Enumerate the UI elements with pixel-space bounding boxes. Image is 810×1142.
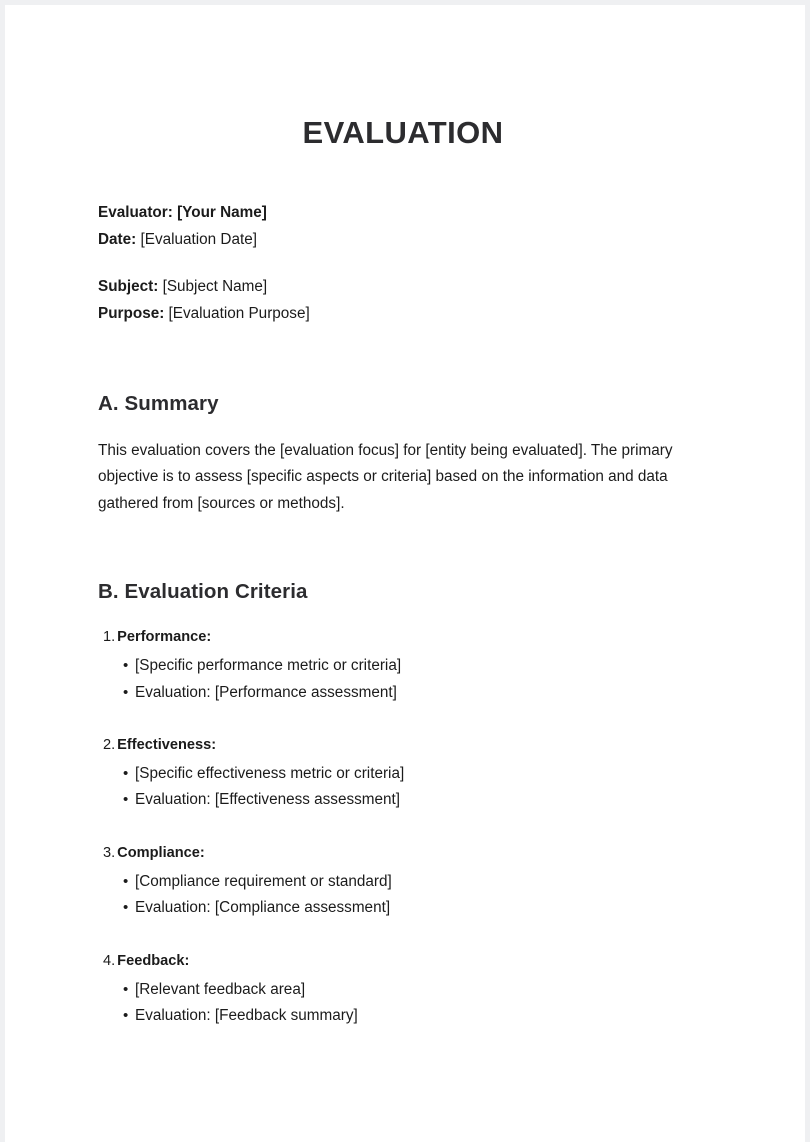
meta-value-purpose: [Evaluation Purpose] <box>168 304 310 322</box>
criterion-name: Feedback: <box>117 952 190 969</box>
criterion-item <box>98 733 713 814</box>
list-item <box>98 895 713 921</box>
criterion-item <box>98 625 713 706</box>
meta-label-subject: Subject: <box>98 278 159 295</box>
list-item <box>98 787 713 813</box>
meta-label-date: Date: <box>98 230 137 248</box>
meta-group-evaluator-date <box>93 200 713 253</box>
criterion-bullets <box>98 761 713 814</box>
meta-line-subject <box>98 274 713 301</box>
meta-group-subject-purpose <box>93 274 713 327</box>
list-item-text: Evaluation: [Compliance assessment] <box>135 899 391 917</box>
meta-line-date <box>98 227 713 254</box>
criterion-number: 3. <box>103 844 116 861</box>
criterion-title <box>98 625 713 649</box>
list-item <box>98 869 713 895</box>
list-item-text: Evaluation: [Effectiveness assessment] <box>135 791 400 809</box>
bullet-icon: • <box>123 657 129 675</box>
bullet-icon: • <box>123 683 129 701</box>
list-item-text: [Specific effectiveness metric or criteria] <box>135 765 405 783</box>
page-title: EVALUATION <box>302 115 504 150</box>
criterion-number: 2. <box>103 737 116 754</box>
document-content <box>93 5 713 1029</box>
meta-value-evaluator: [Your Name] <box>177 204 267 221</box>
meta-line-purpose <box>98 301 713 328</box>
criterion-name: Performance: <box>117 629 212 646</box>
criterion-name: Effectiveness: <box>117 737 217 754</box>
bullet-icon: • <box>123 980 129 998</box>
list-item-text: Evaluation: [Performance assessment] <box>135 683 397 701</box>
list-item-text: Evaluation: [Feedback summary] <box>135 1007 358 1025</box>
list-item-text: [Specific performance metric or criteria] <box>135 657 402 675</box>
list-item <box>98 977 713 1003</box>
criterion-title <box>98 949 713 973</box>
list-item-text: [Relevant feedback area] <box>135 980 306 998</box>
criterion-number: 1. <box>103 629 116 646</box>
meta-value-subject: [Subject Name] <box>162 278 268 295</box>
summary-paragraph: This evaluation covers the [evaluation focus] for [entity being evaluated]. The primary objective is to assess [specific aspects or criteria] based on the information and data gathered from [sources or methods]. <box>98 442 673 512</box>
section-evaluation-criteria <box>93 579 713 1029</box>
bullet-icon: • <box>123 1007 129 1025</box>
criterion-bullets <box>98 653 713 706</box>
criterion-title <box>98 733 713 757</box>
list-item <box>98 680 713 706</box>
criterion-bullets <box>98 869 713 922</box>
section-heading-summary: A. Summary <box>98 392 219 415</box>
meta-label-purpose: Purpose: <box>98 304 165 322</box>
bullet-icon: • <box>123 791 129 809</box>
meta-value-date: [Evaluation Date] <box>140 230 257 248</box>
section-summary <box>93 391 713 517</box>
list-item <box>98 653 713 679</box>
list-item-text: [Compliance requirement or standard] <box>135 872 392 890</box>
meta-label-evaluator: Evaluator: <box>98 204 173 221</box>
criterion-item <box>98 841 713 922</box>
criteria-list <box>98 625 713 1029</box>
criterion-item <box>98 949 713 1030</box>
criterion-name: Compliance: <box>117 844 205 861</box>
bullet-icon: • <box>123 765 129 783</box>
criterion-title <box>98 841 713 865</box>
document-page <box>5 5 805 1142</box>
bullet-icon: • <box>123 899 129 917</box>
criterion-number: 4. <box>103 952 116 969</box>
criterion-bullets <box>98 977 713 1030</box>
meta-line-evaluator <box>98 200 713 227</box>
section-heading-criteria: B. Evaluation Criteria <box>98 580 308 604</box>
list-item <box>98 761 713 787</box>
bullet-icon: • <box>123 872 129 890</box>
list-item <box>98 1003 713 1029</box>
